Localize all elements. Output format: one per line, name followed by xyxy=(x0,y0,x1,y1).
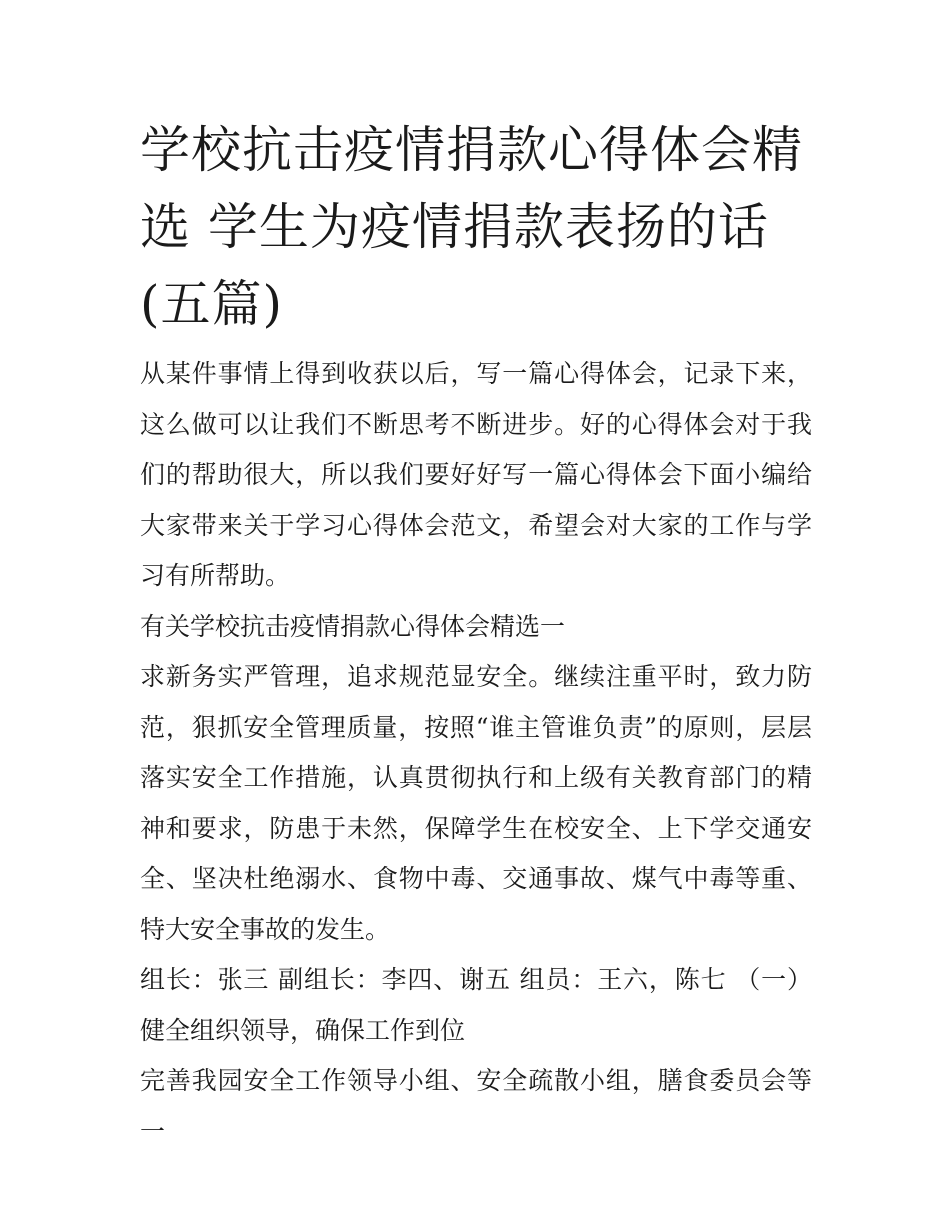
intro-paragraph: 从某件事情上得到收获以后，写一篇心得体会，记录下来，这么做可以让我们不断思考不断进步。好的心得体会对于我们的帮助很大，所以我们要好好写一篇心得体会下面小编给大家带来关于学习心得体会范文，希望会对大家的工作与学习有所帮助。 xyxy=(140,359,812,590)
document-body xyxy=(140,112,812,1157)
body-paragraph: 求新务实严管理，追求规范显安全。继续注重平时，致力防范，狠抓安全管理质量，按照“谁主管谁负责”的原则，层层落实安全工作措施，认真贯彻执行和上级有关教育部门的精神和要求，防患于未然，保障学生在校安全、上下学交通安全、坚决杜绝溺水、食物中毒、交通事故、煤气中毒等重、特大安全事故的发生。 xyxy=(140,662,812,944)
group-members-paragraph: 组长：张三 副组长：李四、谢五 组员：王六，陈七 （一）健全组织领导，确保工作到位 xyxy=(140,965,812,1045)
document-title: 学校抗击疫情捐款心得体会精选 学生为疫情捐款表扬的话(五篇) xyxy=(140,121,803,333)
body-paragraph-continued: 完善我园安全工作领导小组、安全疏散小组，膳食委员会等一 xyxy=(140,1066,812,1146)
section-heading: 有关学校抗击疫情捐款心得体会精选一 xyxy=(140,611,566,641)
